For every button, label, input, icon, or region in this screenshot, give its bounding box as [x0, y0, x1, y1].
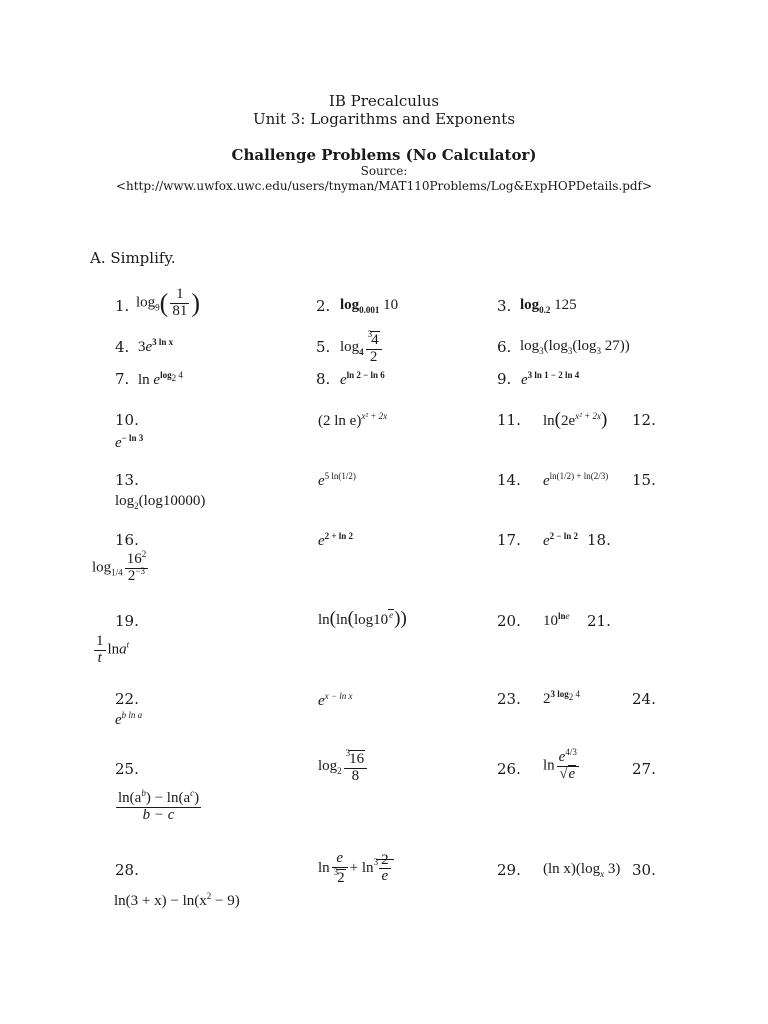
- problem-number: 23.: [497, 690, 521, 708]
- problem-20-expression: $10^{lne}$: [543, 611, 570, 629]
- problem-number: 12.: [632, 411, 656, 429]
- problem-30-expression: $\ln(3 + x) - \ln(x^2 - 9)$: [114, 891, 240, 909]
- problem-number: 19.: [115, 612, 139, 630]
- problem-5-expression: $\log_4$ $\frac{^34}{2}$: [340, 330, 384, 366]
- unit-title: Unit 3: Logarithms and Exponents: [252, 110, 516, 128]
- problem-number: 14.: [497, 471, 521, 489]
- problem-11-expression: $\ln(2e^{x^2 + 2x})$: [543, 409, 608, 430]
- problem-2-expression: $\log_{0.001} 10$: [340, 297, 399, 315]
- source-url: <http://www.uwfox.uwc.edu/users/tnyman/MAT110Problems/Log&ExpHOPDetails.pdf>: [115, 179, 653, 193]
- section-heading: A. Simplify.: [90, 249, 176, 267]
- problem-number: 8.: [316, 370, 331, 388]
- problem-13-expression: $\log_2(\log 10000)$: [115, 493, 206, 511]
- problem-number: 22.: [115, 690, 139, 708]
- problem-number: 20.: [497, 612, 521, 630]
- problem-24-expression: $e^{b ln a}$: [115, 710, 143, 728]
- course-title: IB Precalculus: [328, 92, 440, 110]
- problem-number: 26.: [497, 760, 521, 778]
- problem-number: 2.: [316, 297, 331, 315]
- problem-6-expression: $\log_3(\log_3(\log_3$ 27)): [520, 338, 630, 356]
- problem-1-expression: $\log_9$( $\frac{1}{81}$ ): [136, 286, 201, 319]
- problem-9-expression: $e^{3 ln 1 - 2 ln 4}$: [521, 370, 580, 388]
- problem-10-expression: $e^{- ln 3}$: [115, 433, 144, 451]
- problem-number: 18.: [587, 531, 611, 549]
- problem-7-expression: $\ln e^{log_2 4}$: [138, 370, 183, 388]
- problem-number: 16.: [115, 531, 139, 549]
- problem-number: 6.: [497, 338, 512, 356]
- problem-14-expression: $e^{ln(1/2) + ln(2/3)}$: [543, 471, 609, 489]
- problem-number: 5.: [316, 338, 331, 356]
- problem-12-expression: (2 ln e)$^{x^2 + 2x}$: [318, 411, 388, 429]
- problem-number: 27.: [632, 760, 656, 778]
- problem-16-expression: $\log_{1/4}$ $\frac{16^2}{2^{-3}}$: [92, 549, 147, 584]
- problem-17-expression: $e^{2 - ln 2}$: [543, 531, 579, 549]
- problem-number: 17.: [497, 531, 521, 549]
- problem-4-expression: $3e^{3 ln x}$: [138, 337, 174, 355]
- problem-25-expression: $\frac{\ln(a^b) - \ln(a^c)}{b - c}$: [118, 788, 200, 823]
- problem-3-expression: $\log_{0.2} 125$: [520, 297, 577, 315]
- problem-number: 30.: [632, 861, 656, 879]
- problem-number: 10.: [115, 411, 139, 429]
- problem-18-expression: $e^{2 + ln 2}$: [318, 531, 354, 549]
- problem-number: 15.: [632, 471, 656, 489]
- problem-number: 29.: [497, 861, 521, 879]
- problem-number: 3.: [497, 297, 512, 315]
- problem-number: 25.: [115, 760, 139, 778]
- problem-21-expression: ln(ln(log10e)): [318, 608, 407, 629]
- problem-number: 1.: [115, 297, 130, 315]
- problem-19-expression: $\frac{1}{t}$ lna$^t$: [96, 633, 130, 666]
- problem-number: 4.: [115, 338, 130, 356]
- problem-28-expression: ln $\frac{e}{^32}$ + $\ln^3$ $\frac{2}{e}$: [318, 851, 394, 887]
- problem-8-expression: $e^{ln 2 - ln 6}$: [340, 370, 385, 388]
- problem-number: 21.: [587, 612, 611, 630]
- problem-26-expression: ln $\frac{e^{4/3}}{√e}$: [543, 747, 577, 782]
- problem-number: 11.: [497, 411, 521, 429]
- problem-number: 24.: [632, 690, 656, 708]
- problem-22-expression: $e^{x - ln x}$: [318, 691, 353, 709]
- problem-number: 28.: [115, 861, 139, 879]
- source-label: Source:: [360, 164, 408, 178]
- problem-number: 7.: [115, 370, 130, 388]
- problem-29-expression: (ln $x)(\log_x$ 3): [543, 861, 621, 879]
- problem-number: 9.: [497, 370, 512, 388]
- problem-27-expression: $\log_2$ $\frac{^316}{8}$: [318, 749, 369, 785]
- problem-number: 13.: [115, 471, 139, 489]
- problem-23-expression: $2^{3 log_2 4}$: [543, 689, 581, 707]
- worksheet-title: Challenge Problems (No Calculator): [231, 146, 537, 164]
- problem-15-expression: $e^{5 ln(1/2)}$: [318, 471, 356, 489]
